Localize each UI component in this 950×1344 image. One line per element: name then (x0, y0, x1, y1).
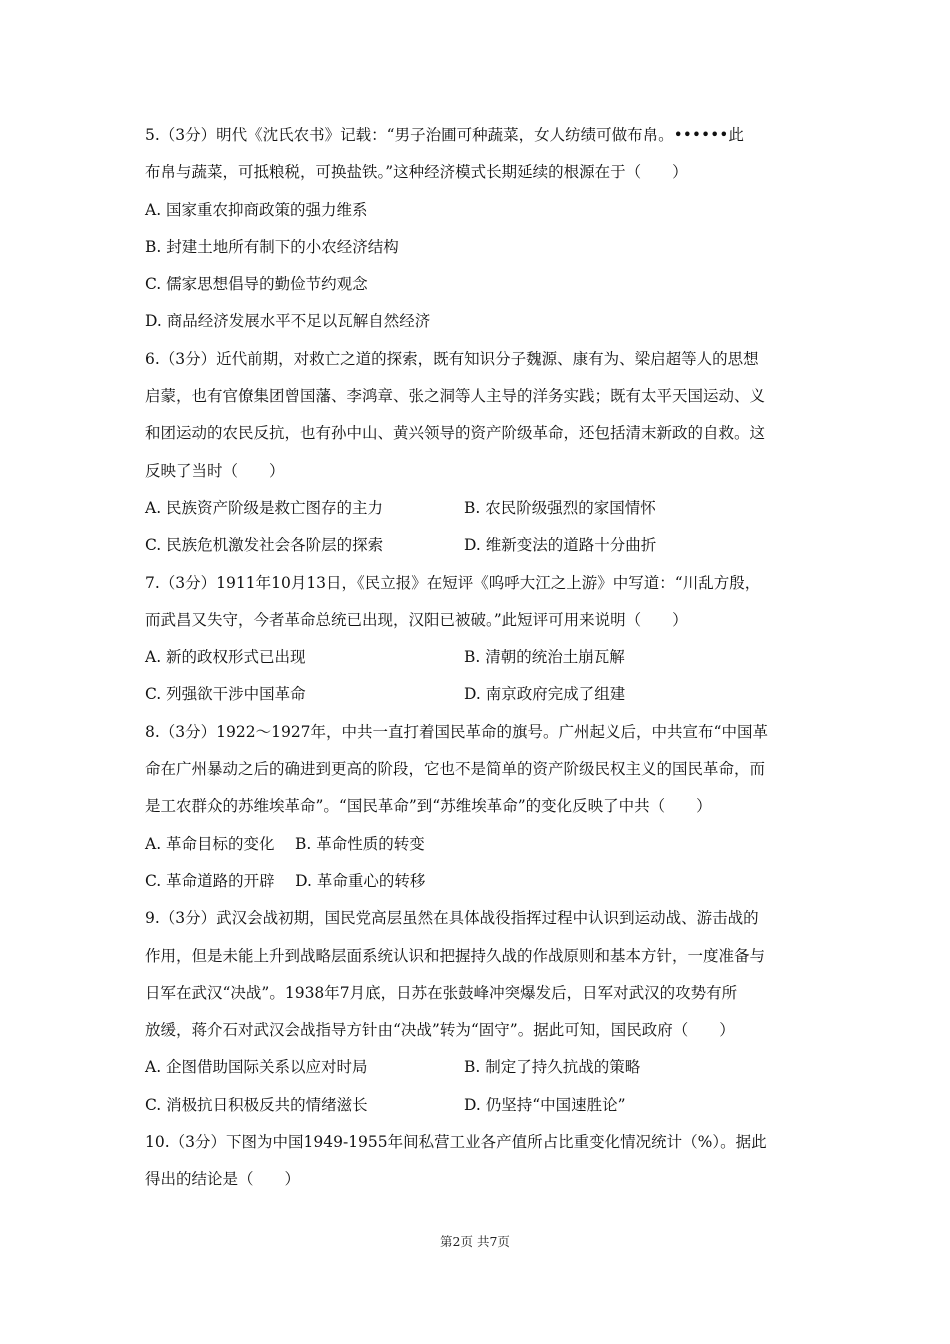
answer-option: D. 南京政府完成了组建 (464, 685, 626, 704)
question-stem-line: 反映了当时（ ） (145, 461, 285, 480)
answer-option: C. 儒家思想倡导的勤俭节约观念 (145, 275, 368, 294)
option-row (145, 229, 810, 266)
question-stem-line: 得出的结论是（ ） (145, 1170, 301, 1189)
question-stem-line: 7.（3分）1911年10月13日，《民立报》在短评《呜呼大江之上游》中写道：“川乱方殷， (145, 573, 761, 592)
option-row (145, 303, 810, 340)
option-row (145, 527, 810, 564)
answer-option: A. 新的政权形式已出现 (145, 648, 306, 667)
answer-option: D. 维新变法的道路十分曲折 (464, 536, 657, 555)
answer-option: C. 民族危机激发社会各阶层的探索 (145, 536, 384, 555)
question-stem-line: 日军在武汉“决战”。1938年7月底，日苏在张鼓峰冲突爆发后，日军对武汉的攻势有所 (145, 983, 738, 1002)
answer-option: D. 仍坚持“中国速胜论” (464, 1095, 626, 1114)
question-list (145, 117, 810, 1199)
question-stem-line: 是工农群众的苏维埃革命”。“国民革命”到“苏维埃革命”的变化反映了中共（ ） (145, 797, 712, 816)
answer-option: A. 国家重农抑商政策的强力维系 (145, 200, 368, 219)
option-row (145, 863, 810, 900)
answer-option: D. 商品经济发展水平不足以瓦解自然经济 (145, 312, 431, 331)
question-stem-line: 作用，但是未能上升到战略层面系统认识和把握持久战的作战原则和基本方针，一度准备与 (145, 946, 766, 965)
answer-option: C. 列强欲干涉中国革命 (145, 685, 306, 704)
option-row (145, 826, 810, 863)
option-row (145, 1049, 810, 1086)
answer-option: B. 农民阶级强烈的家国情怀 (464, 498, 656, 517)
option-row (145, 676, 810, 713)
question-stem-line: 布帛与蔬菜，可抵粮税，可换盐铁。”这种经济模式长期延续的根源在于（ ） (145, 163, 688, 182)
option-row (145, 192, 810, 229)
question-block (145, 341, 810, 565)
question-stem-line: 9.（3分）武汉会战初期，国民党高层虽然在具体战役指挥过程中认识到运动战、游击战的 (145, 909, 759, 928)
option-row (145, 1087, 810, 1124)
question-block (145, 1124, 810, 1199)
question-block (145, 900, 810, 1124)
answer-option: B. 制定了持久抗战的策略 (464, 1058, 641, 1077)
question-stem-line: 5.（3分）明代《沈氏农书》记载：“男子治圃可种蔬菜，女人纺绩可做布帛。••••••此 (145, 126, 744, 144)
option-row (145, 266, 810, 303)
question-stem-line: 10.（3分）下图为中国1949-1955年间私营工业各产值所占比重变化情况统计（%）。据此 (145, 1133, 767, 1152)
question-block (145, 117, 810, 341)
page-footer: 第2页 共7页 (440, 1234, 510, 1249)
answer-option: C. 消极抗日积极反共的情绪滋长 (145, 1095, 368, 1114)
answer-option: B. 封建土地所有制下的小农经济结构 (145, 237, 399, 256)
question-stem-line: 启蒙，也有官僚集团曾国藩、李鸿章、张之洞等人主导的洋务实践；既有太平天国运动、义 (145, 387, 766, 406)
question-stem-line: 放缓，蒋介石对武汉会战指导方针由“决战”转为“固守”。据此可知，国民政府（ ） (145, 1021, 735, 1040)
question-stem-line: 而武昌又失守，今者革命总统已出现，汉阳已被破。”此短评可用来说明（ ） (145, 610, 688, 629)
answer-option: A. 企图借助国际关系以应对时局 (145, 1058, 368, 1077)
question-stem-line: 和团运动的农民反抗，也有孙中山、黄兴领导的资产阶级革命，还包括清末新政的自救。这 (145, 424, 766, 443)
answer-option: A. 民族资产阶级是救亡图存的主力 (145, 498, 384, 517)
question-block (145, 565, 810, 714)
question-stem-line: 命在广州暴动之后的确进到更高的阶段，它也不是简单的资产阶级民权主义的国民革命，而 (145, 760, 766, 779)
option-row (145, 639, 810, 676)
question-stem-line: 6.（3分）近代前期，对救亡之道的探索，既有知识分子魏源、康有为、梁启超等人的思想 (145, 349, 759, 368)
option-row (145, 490, 810, 527)
question-block (145, 714, 810, 900)
answer-option: C. 革命道路的开辟 D. 革命重心的转移 (145, 871, 426, 890)
answer-option: B. 清朝的统治土崩瓦解 (464, 648, 625, 667)
answer-option: A. 革命目标的变化 B. 革命性质的转变 (145, 834, 425, 853)
question-stem-line: 8.（3分）1922～1927年，中共一直打着国民革命的旗号。广州起义后，中共宣布“中国革 (145, 722, 768, 741)
